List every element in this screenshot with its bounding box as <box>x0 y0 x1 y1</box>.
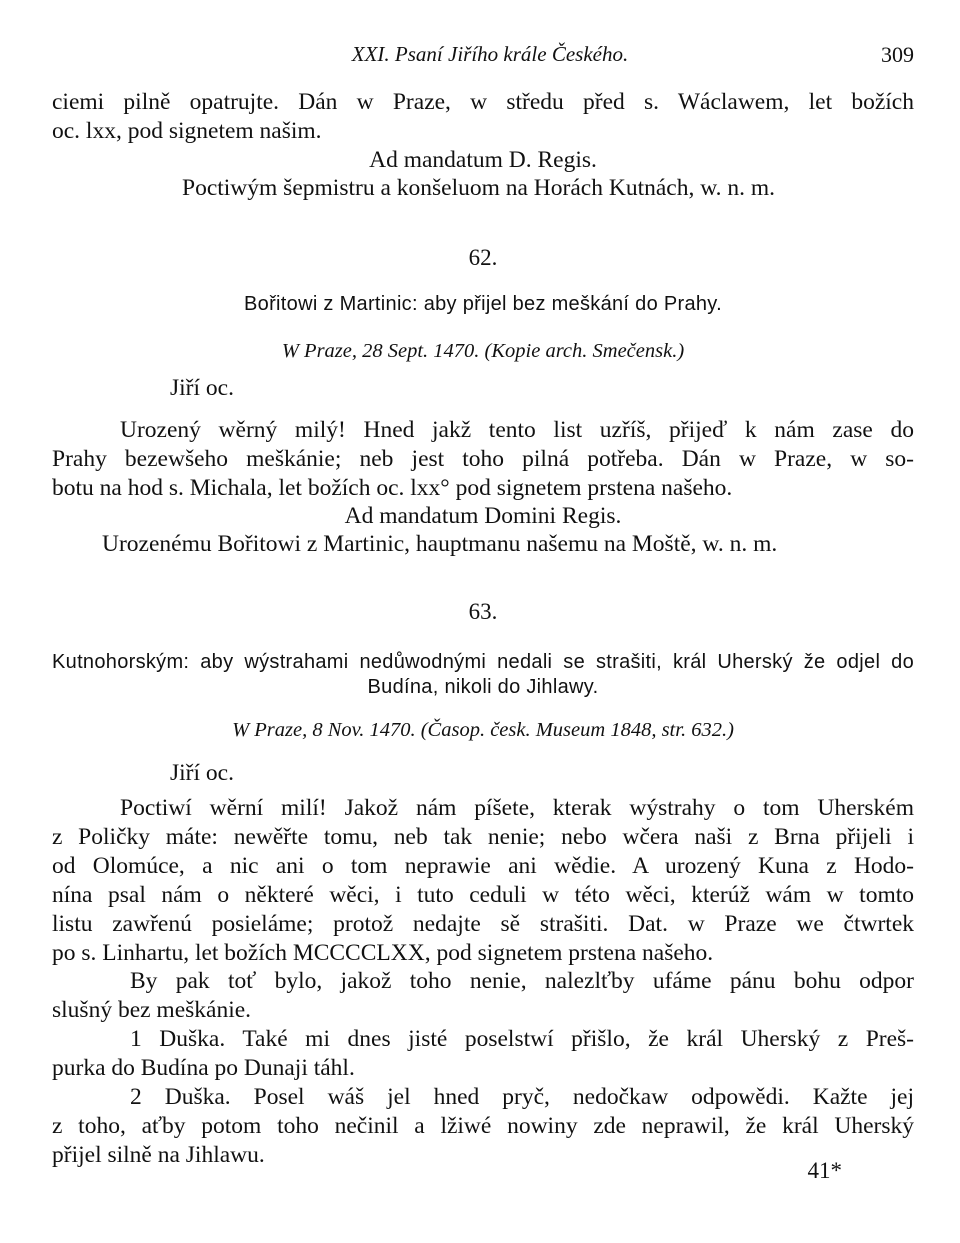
mandate-line: Ad mandatum Domini Regis. <box>344 503 622 529</box>
text-line: ciemi pilně opatrujte. Dán w Praze, w středu před s. Wáclawem, let božích <box>52 89 914 115</box>
note-line: purka do Budína po Dunaji táhl. <box>52 1055 355 1081</box>
note-line: 1 Duška. Také mi dnes jisté poselstwí přišlo, že král Uherský z Preš- <box>130 1026 914 1052</box>
text-line: botu na hod s. Michala, let božích oc. lxx° pod signetem prstena našeho. <box>52 475 733 501</box>
letter-number: 63. <box>468 599 498 624</box>
letter-sender: Jiří oc. <box>170 760 234 786</box>
text-line: nína psal nám o některé wěci, i tuto ceduli w této wěci, kterúž wám w tomto <box>52 882 914 908</box>
text-line: slušný bez meškánie. <box>52 997 252 1023</box>
text-line: z Poličky máte: newěřte tomu, neb tak nenie; nebo wčera naši z Brna přijeli i <box>52 824 914 850</box>
address-line: Poctiwým šepmistru a konšeluom na Horách Kutnách, w. n. m. <box>182 175 776 201</box>
note-line: z toho, aťby potom toho nečinil a lžiwé nowiny zde neprawil, že král Uherský <box>52 1113 914 1139</box>
address-line: Urozenému Bořitowi z Martinic, hauptmanu našemu na Moště, w. n. m. <box>102 531 778 557</box>
letter-number: 62. <box>468 245 498 270</box>
letter-rubric: Budína, nikoli do Jihlawy. <box>367 676 599 698</box>
text-line: By pak toť bylo, jakož toho nenie, nalezlťby ufáme pánu bohu odpor <box>130 968 914 994</box>
letter-rubric: Kutnohorským: aby wýstrahami nedůwodnými nedali se strašiti, král Uherský že odjel do <box>52 651 914 673</box>
text-line: Urozený wěrný milý! Hned jakž tento list uzříš, přijeď k nám zase do <box>120 417 914 443</box>
text-line: listu zawřenú posieláme; protož nedajte sě strašiti. Dat. w Praze we čtwrtek <box>52 911 914 937</box>
letter-dateline: W Praze, 8 Nov. 1470. (Časop. česk. Museum 1848, str. 632.) <box>232 719 734 741</box>
signature-mark: 41* <box>807 1158 842 1183</box>
page-number: 309 <box>881 42 914 67</box>
text-line: Poctiwí wěrní milí! Jakož nám píšete, kterak wýstrahy o tom Uherském <box>120 795 914 821</box>
letter-sender: Jiří oc. <box>170 375 234 401</box>
note-line: přijel silně na Jihlawu. <box>52 1142 265 1168</box>
text-line: oc. lxx, pod signetem našim. <box>52 118 322 144</box>
running-header-title: XXI. Psaní Jiřího krále Českého. <box>351 42 629 66</box>
letter-rubric: Bořitowi z Martinic: aby přijel bez meškání do Prahy. <box>244 293 722 315</box>
text-line: od Olomúce, a nic ani o tom neprawie ani wědie. A urozený Kuna z Hodo- <box>52 853 914 879</box>
mandate-line: Ad mandatum D. Regis. <box>369 147 597 173</box>
note-line: 2 Duška. Posel wáš jel hned pryč, nedočkaw odpowědi. Kažte jej <box>130 1084 914 1110</box>
text-line: Prahy bezewšeho meškánie; neb jest toho pilná potřeba. Dán w Praze, w so- <box>52 446 914 472</box>
text-line: po s. Linhartu, let božích MCCCCLXX, pod signetem prstena našeho. <box>52 940 714 966</box>
letter-dateline: W Praze, 28 Sept. 1470. (Kopie arch. Smečensk.) <box>281 340 685 362</box>
